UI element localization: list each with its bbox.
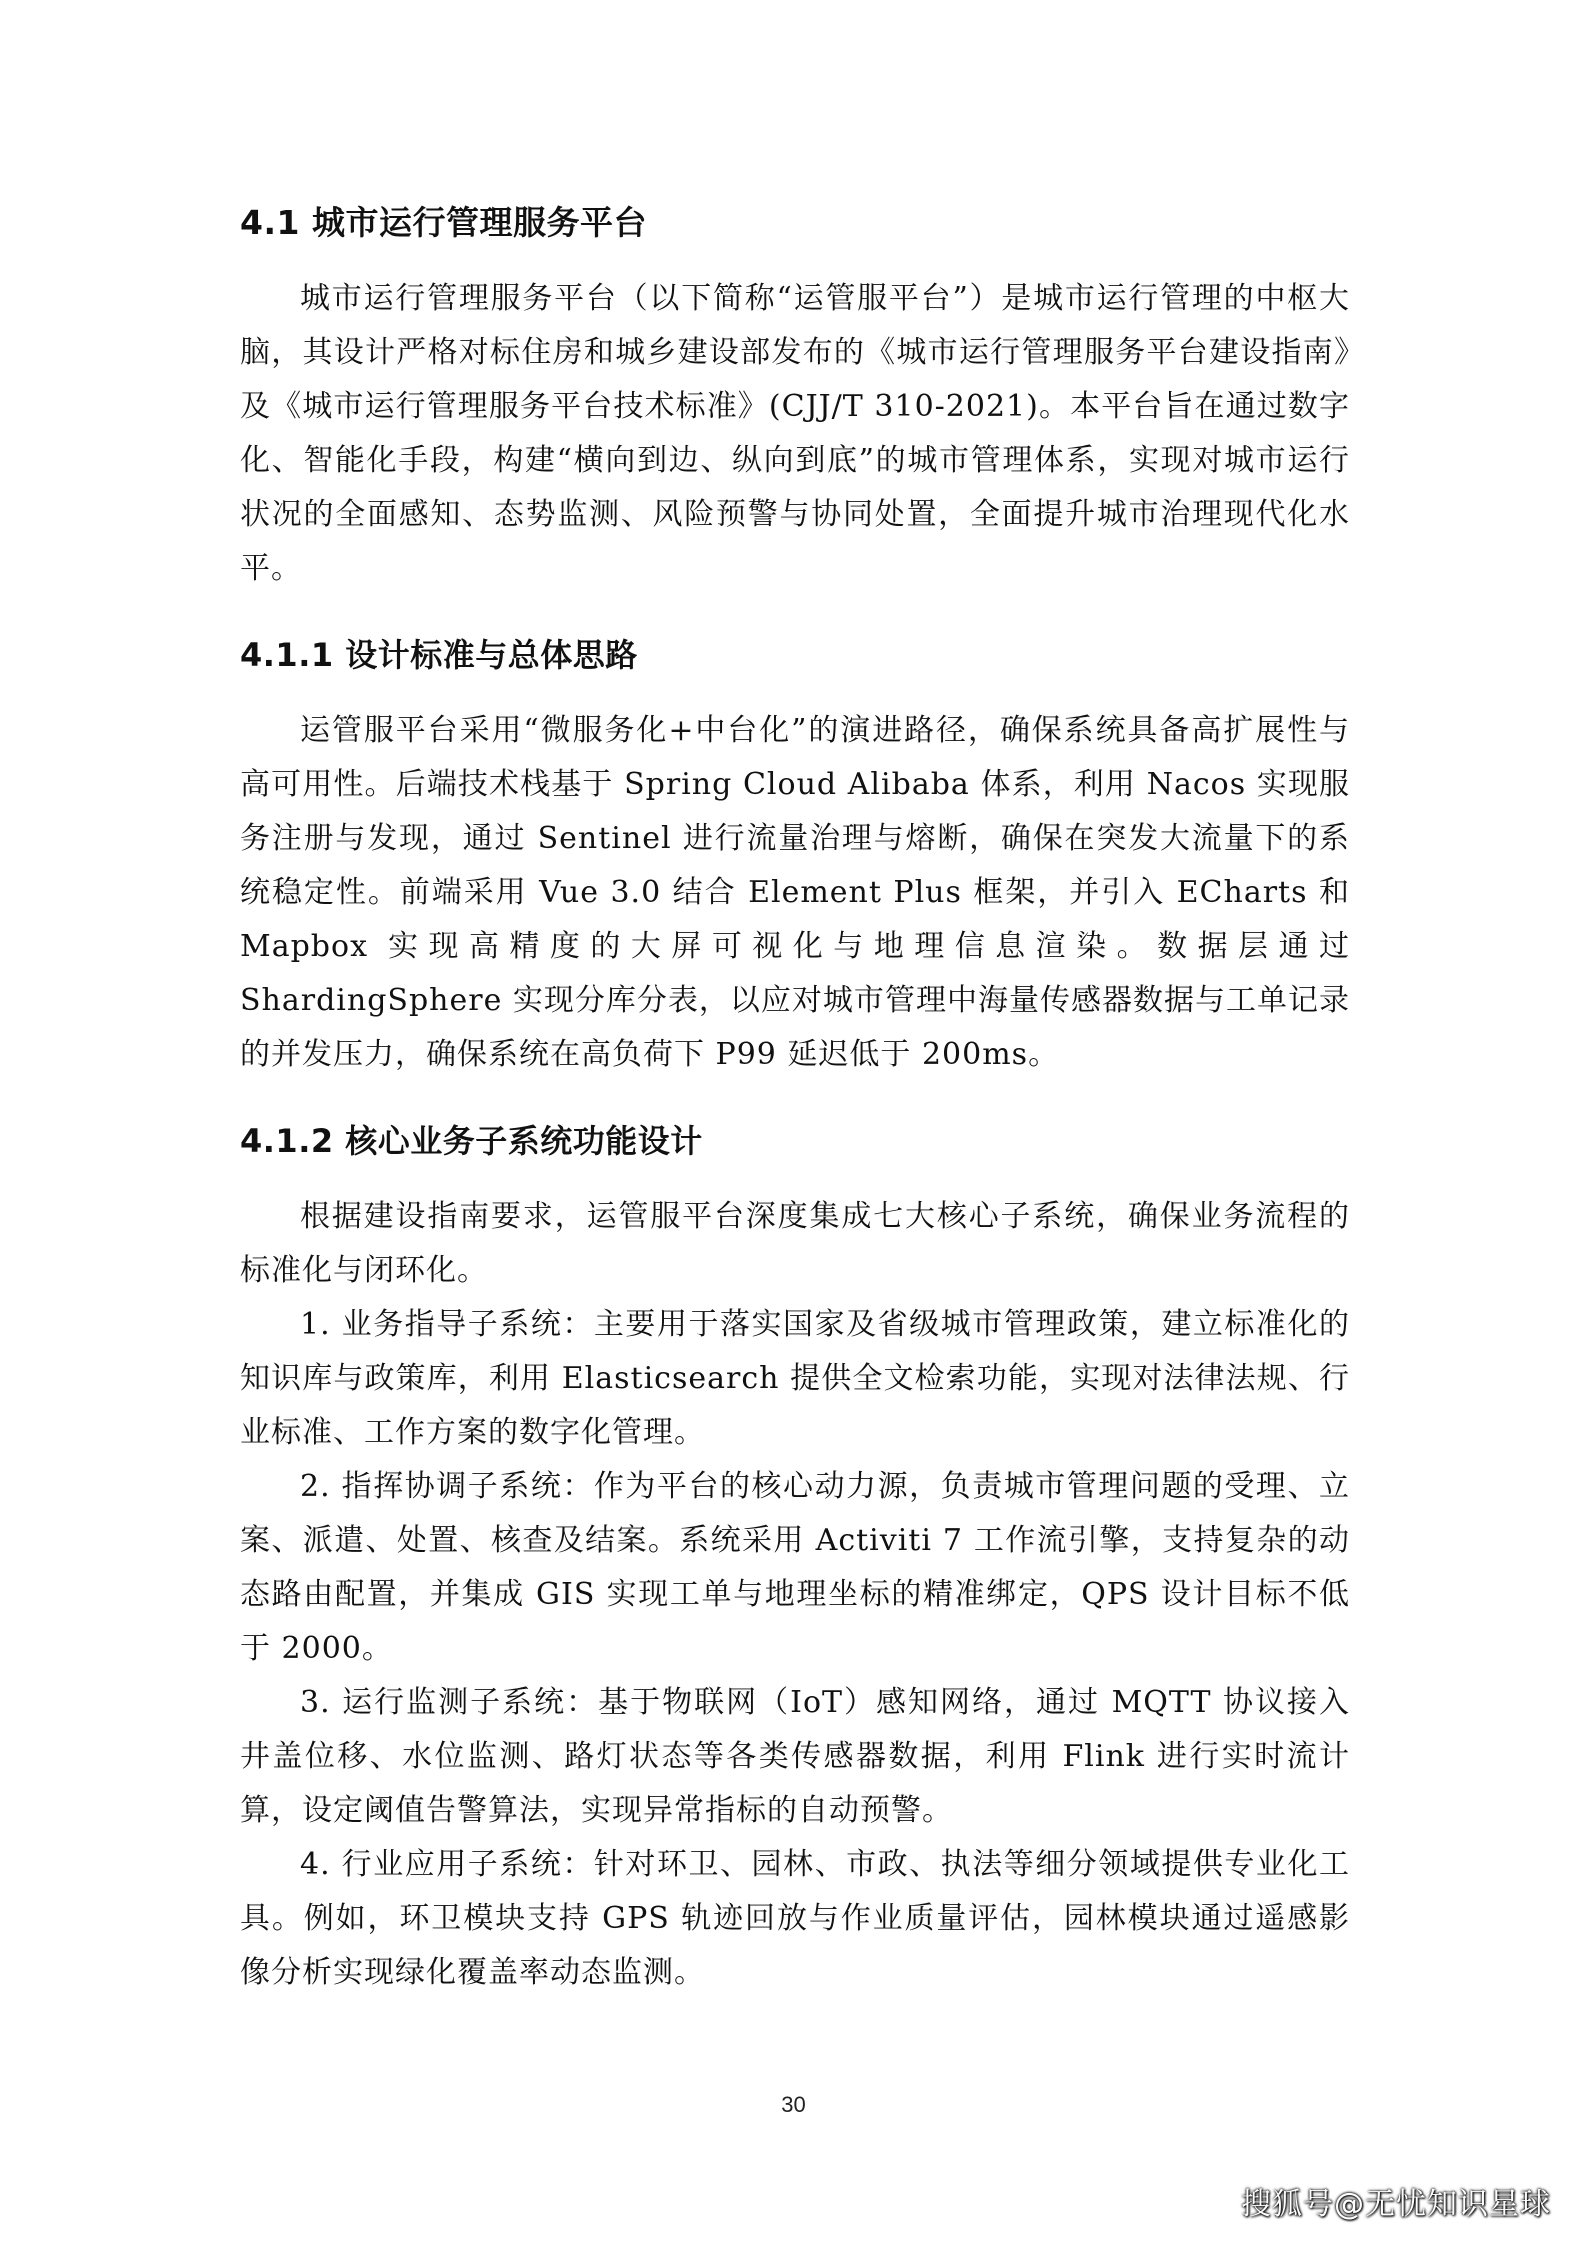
- list-item: 3. 运行监测子系统：基于物联网（IoT）感知网络，通过 MQTT 协议接入井盖位移、水位监测、路灯状态等各类传感器数据，利用 Flink 进行实时流计算，设定阈值告警算法，实现异常指标的自动预警。: [240, 1685, 1350, 1828]
- section-4-1-2-heading: 4.1.2 核心业务子系统功能设计: [240, 1122, 703, 1160]
- list-item: 2. 指挥协调子系统：作为平台的核心动力源，负责城市管理问题的受理、立案、派遣、处置、核查及结案。系统采用 Activiti 7 工作流引擎，支持复杂的动态路由配置，并集成 GIS 实现工单与地理坐标的精准绑定，QPS 设计目标不低于 2000。: [240, 1469, 1350, 1666]
- watermark: 搜狐号@无忧知识星球: [1241, 2187, 1551, 2222]
- section-4-1-1-paragraph: 运管服平台采用“微服务化+中台化”的演进路径，确保系统具备高扩展性与高可用性。后端技术栈基于 Spring Cloud Alibaba 体系，利用 Nacos 实现服务注册与发现，通过 Sentinel 进行流量治理与熔断，确保在突发大流量下的系统稳定性。前端采用 Vue 3.0 结合 Element Plus 框架，并引入 ECharts 和 Mapbox 实现高精度的大屏可视化与地理信息渲染。数据层通过 ShardingSphere 实现分库分表，以应对城市管理中海量传感器数据与工单记录的并发压力，确保系统在高负荷下 P99 延迟低于 200ms。: [240, 713, 1350, 1072]
- list-item: 1. 业务指导子系统：主要用于落实国家及省级城市管理政策，建立标准化的知识库与政策库，利用 Elasticsearch 提供全文检索功能，实现对法律法规、行业标准、工作方案的数字化管理。: [240, 1307, 1350, 1450]
- section-4-1-2-intro: 根据建设指南要求，运管服平台深度集成七大核心子系统，确保业务流程的标准化与闭环化。: [240, 1199, 1350, 1288]
- page-number: 30: [781, 2092, 806, 2117]
- document-page: [240, 200, 1350, 2000]
- section-4-1-heading: 4.1 城市运行管理服务平台: [240, 203, 647, 242]
- section-4-1-paragraph: 城市运行管理服务平台（以下简称“运管服平台”）是城市运行管理的中枢大脑，其设计严格对标住房和城乡建设部发布的《城市运行管理服务平台建设指南》及《城市运行管理服务平台技术标准》(CJJ/T 310-2021)。本平台旨在通过数字化、智能化手段，构建“横向到边、纵向到底”的城市管理体系，实现对城市运行状况的全面感知、态势监测、风险预警与协同处置，全面提升城市治理现代化水平。: [240, 281, 1350, 586]
- list-item: 4. 行业应用子系统：针对环卫、园林、市政、执法等细分领域提供专业化工具。例如，环卫模块支持 GPS 轨迹回放与作业质量评估，园林模块通过遥感影像分析实现绿化覆盖率动态监测。: [240, 1847, 1350, 1990]
- section-4-1-1-heading: 4.1.1 设计标准与总体思路: [240, 636, 638, 674]
- subsystem-list: [240, 1298, 1350, 2000]
